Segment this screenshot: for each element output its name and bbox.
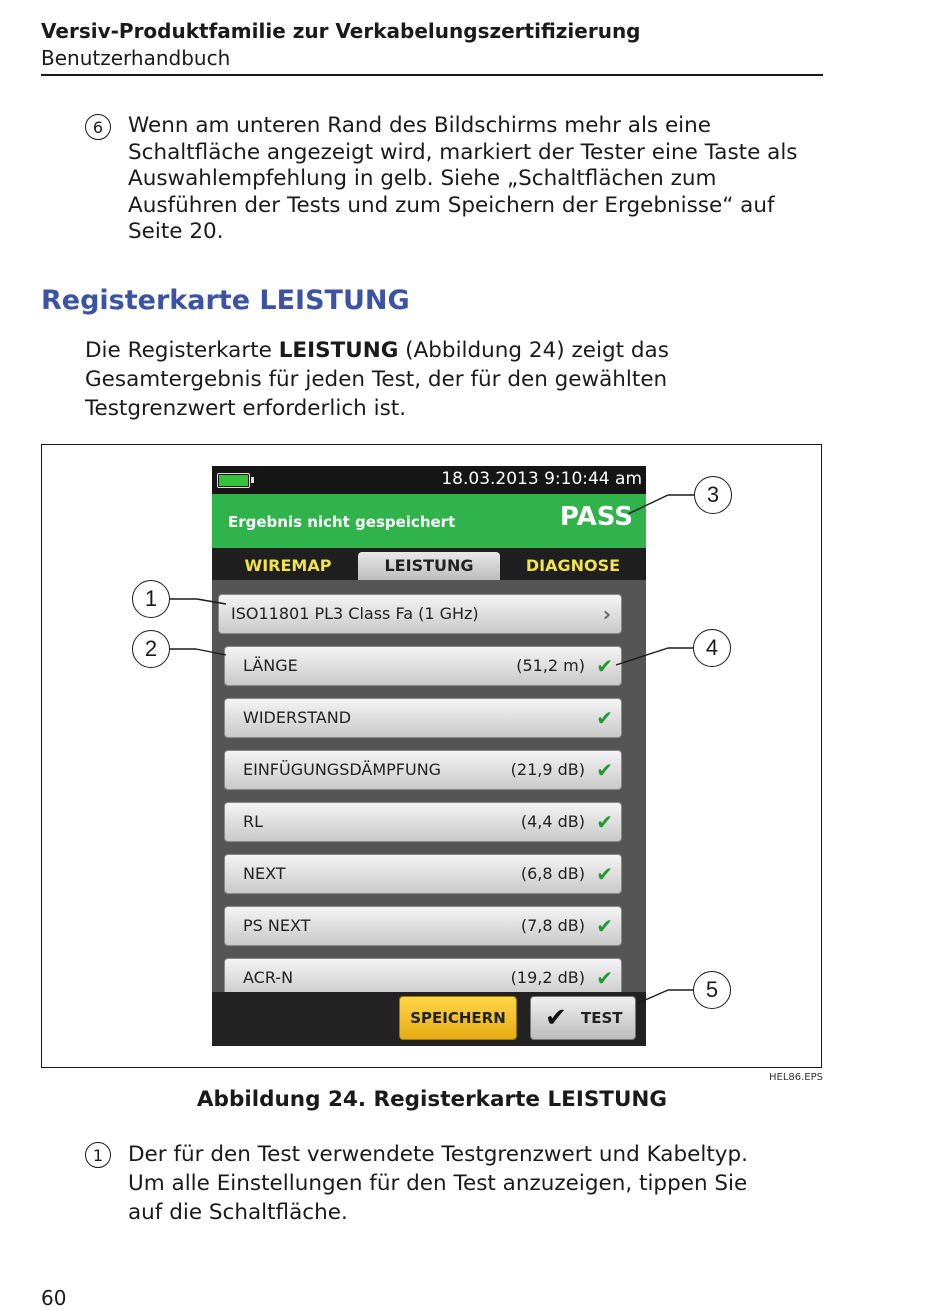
text-line: Testgrenzwert erforderlich ist. [85,396,407,421]
row-label: ACR-N [243,968,294,987]
pass-check-icon: ✔ [596,862,613,886]
text-line: Seite 20. [128,219,224,244]
callout-5: 5 [693,971,731,1009]
callout-4: 4 [693,629,731,667]
figure-caption: Abbildung 24. Registerkarte LEISTUNG [196,1087,668,1112]
callout-1: 1 [132,580,170,618]
callout-3: 3 [694,476,732,514]
tab-leistung[interactable]: LEISTUNG [358,552,500,580]
text-line: auf die Schaltfläche. [128,1200,348,1225]
running-header-title: Versiv-Produktfamilie zur Verkabelungszertifizierung [41,19,641,43]
page-number: 60 [41,1286,67,1310]
item-1-text [128,1140,748,1227]
overall-result: PASS [559,502,633,532]
pass-check-icon: ✔ [596,966,613,990]
pass-check-icon: ✔ [596,810,613,834]
pass-check-icon: ✔ [596,914,613,938]
tab-diagnose[interactable]: DIAGNOSE [525,556,621,575]
row-value: (4,4 dB) [520,812,585,831]
row-label: NEXT [243,864,286,883]
pass-check-icon: ✔ [596,654,613,678]
text-line: Die Registerkarte LEISTUNG (Abbildung 24) zeigt das [85,338,669,363]
item-number: 6 [85,114,111,140]
row-value: (19,2 dB) [510,968,585,987]
check-icon: ✔ [545,1003,567,1033]
figure-file-code: HEL86.EPS [768,1072,823,1083]
running-header-subtitle: Benutzerhandbuch [41,46,231,70]
pass-check-icon: ✔ [596,706,613,730]
test-limit-label: ISO11801 PL3 Class Fa (1 GHz) [231,604,479,623]
row-label: LÄNGE [243,656,298,675]
test-button-label: TEST [581,1009,623,1027]
text-line: Ausführen der Tests und zum Speichern der Ergebnisse“ auf [128,192,775,218]
row-value: (21,9 dB) [510,760,585,779]
chevron-right-icon: › [602,602,611,626]
row-value: (6,8 dB) [520,864,585,883]
text-line: Gesamtergebnis für jeden Test, der für den gewählten [85,367,668,392]
text-line: Um alle Einstellungen für den Test anzuzeigen, tippen Sie [128,1171,748,1196]
section-title: Registerkarte LEISTUNG [41,285,410,316]
callout-2: 2 [132,630,170,668]
row-value: (51,2 m) [516,656,585,675]
row-label: EINFÜGUNGSDÄMPFUNG [243,760,442,779]
save-status: Ergebnis nicht gespeichert [228,513,456,531]
text-line: Wenn am unteren Rand des Bildschirms mehr als eine [128,113,712,138]
save-button[interactable]: SPEICHERN [399,996,517,1040]
text-line: Auswahlempfehlung in gelb. Siehe „Schaltflächen zum [128,166,717,191]
row-label: RL [243,812,264,831]
item-number: 1 [85,1142,111,1168]
row-label: PS NEXT [243,916,311,935]
pass-check-icon: ✔ [596,758,613,782]
text-line: Schaltfläche angezeigt wird, markiert der Tester eine Taste als [128,139,798,165]
row-label: WIDERSTAND [243,708,352,727]
row-value: (7,8 dB) [520,916,585,935]
tab-wiremap[interactable]: WIREMAP [244,556,332,575]
text-line: Der für den Test verwendete Testgrenzwert und Kabeltyp. [128,1142,748,1167]
datetime: 18.03.2013 9:10:44 am [441,469,642,489]
